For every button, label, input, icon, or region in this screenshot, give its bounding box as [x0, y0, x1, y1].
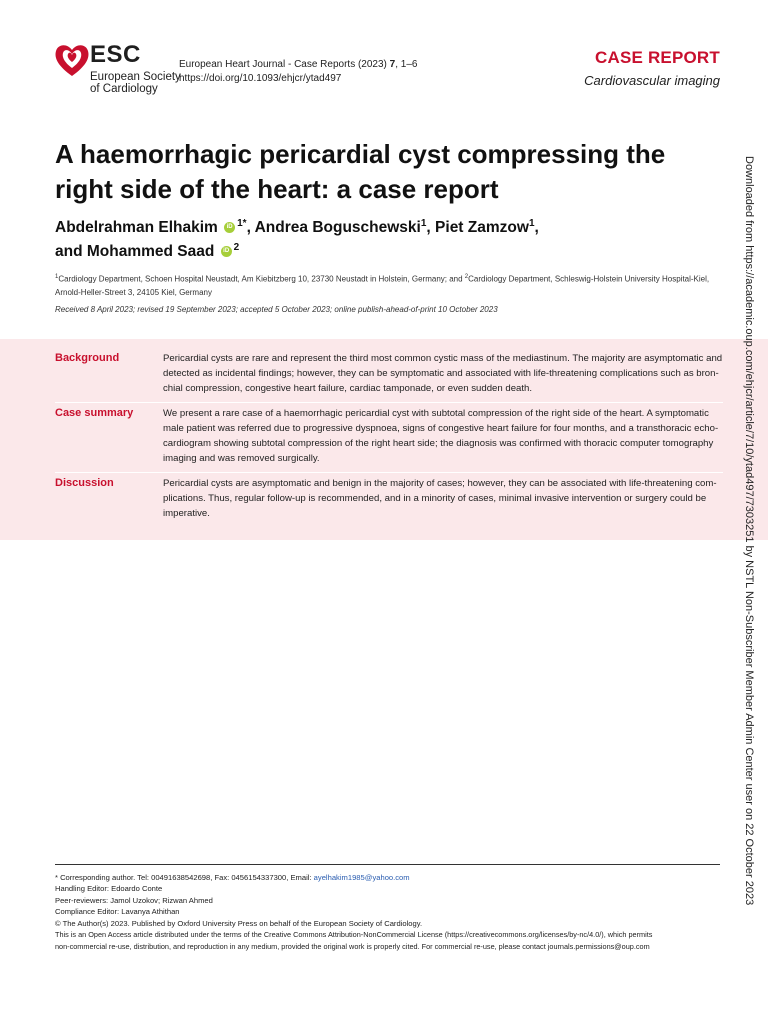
article-type-label: CASE REPORT	[595, 48, 720, 67]
compliance-editor: Compliance Editor: Lavanya Athithan	[55, 907, 180, 916]
article-subject: Cardiovascular imaging	[584, 73, 720, 88]
abstract-text-case-summary: We present a rare case of a haemorrhagic pericardial cyst with subtotal compression of the right side of the heart. A symptomatic male patient was referred due to progressive dyspnoea, signs of congestive heart failure for four months, and a transthoracic echo- cardiogram showing subtotal compression of the right heart side; the diagnosis was confirmed with thoracic computer tomography imaging and was removed surgically.	[163, 408, 719, 464]
journal-name: European Heart Journal - Case Reports (2023)	[179, 59, 390, 70]
author-name: and Mohammed Saad	[55, 243, 215, 260]
author-affiliation-mark: 1*	[237, 217, 247, 229]
footnote-divider	[55, 864, 720, 865]
journal-citation	[179, 58, 417, 72]
abstract-label-case-summary: Case summary	[55, 407, 134, 419]
abstract-text-discussion: Pericardial cysts are asymptomatic and benign in the majority of cases; however, they can be associated with life-threatening com- plications. Thus, regular follow-up is recommended, and in a minority of cases, minimal invasive intervention or surgery could be imperative.	[163, 478, 717, 519]
abstract-label-background: Background	[55, 352, 120, 364]
copyright-notice: © The Author(s) 2023. Published by Oxford University Press on behalf of the European Society of Cardiology.	[55, 919, 423, 928]
esc-logo-text: ESC	[90, 41, 141, 68]
license-line-1: This is an Open Access article distributed under the terms of the Creative Commons Attribution-NonCommercial License (https://creativecommons.org/licenses/by-nc/4.0/), which permits	[55, 930, 653, 939]
society-name-line1: European Society	[90, 71, 181, 83]
corresponding-author: * Corresponding author. Tel: 00491638542698, Fax: 0456154337300, Email: ayelhakim1985@yahoo.com	[55, 873, 410, 882]
journal-volume: 7	[389, 59, 396, 70]
author-email-link[interactable]: ayelhakim1985@yahoo.com	[313, 873, 410, 882]
abstract-text-background: Pericardial cysts are rare and represent the third most common cystic mass of the mediastinum. The majority are asymptomatic and detected as incidental findings; however, they can be symptomatic and associated with life-threatening complications such as bron- chial compression, congestive heart failure, cardiac tamponade, or even sudden death.	[163, 353, 723, 394]
esc-heart-logo-icon	[52, 40, 92, 80]
author-list: Abdelrahman Elhakim iD $^{1*}$, Andrea Boguschewski$^1$, Piet Zamzow$^1$, and Mohammed Saad iD $^2$	[55, 217, 539, 260]
handling-editor: Handling Editor: Edoardo Conte	[55, 884, 163, 893]
article-title: A haemorrhagic pericardial cyst compressing the right side of the heart: a case report	[55, 139, 666, 204]
abstract-divider	[55, 472, 723, 473]
journal-pages: , 1–6	[395, 59, 418, 70]
society-name-line2: of Cardiology	[90, 83, 158, 95]
orcid-icon[interactable]: iD	[224, 222, 235, 233]
affiliation-2: Cardiology Department, Schleswig-Holstein University Hospital-Kiel,	[468, 274, 710, 284]
orcid-icon[interactable]: iD	[221, 246, 232, 257]
affiliations: $^1$Cardiology Department, Schoen Hospital Neustadt, Am Kiebitzberg 10, 23730 Neustadt in Holstein, Germany; and $^2$Cardiology Department, Schleswig-Holstein University Hospital-Kiel, Arnold-Heller-Street 3, 24105 Kiel, Germany	[55, 274, 710, 297]
license-line-2: non-commercial re-use, distribution, and reproduction in any medium, provided the original work is properly cited. For commercial re-use, please contact journals.permissions@oup.com	[55, 942, 650, 951]
affiliation-2-continued: Arnold-Heller-Street 3, 24105 Kiel, Germany	[55, 287, 212, 297]
author-name: Andrea Boguschewski	[254, 219, 421, 236]
abstract-divider	[55, 402, 723, 403]
download-stamp: Downloaded from https://academic.oup.com/ehjcr/article/7/10/ytad497/7303251 by NSTL Non-Subscriber Member Admin Center user on 22 October 2023	[743, 156, 755, 906]
article-dates: Received 8 April 2023; revised 19 September 2023; accepted 5 October 2023; online publish-ahead-of-print 10 October 2023	[55, 305, 498, 314]
author-name: Abdelrahman Elhakim	[55, 219, 218, 236]
author-affiliation-mark: 1	[528, 217, 535, 229]
doi-link[interactable]: https://doi.org/10.1093/ehjcr/ytad497	[179, 73, 342, 84]
affiliation-1: Cardiology Department, Schoen Hospital Neustadt, Am Kiebitzberg 10, 23730 Neustadt in Holstein, Germany; and	[58, 274, 465, 284]
author-affiliation-mark: 2	[233, 241, 240, 253]
author-affiliation-mark: 1	[420, 217, 427, 229]
abstract-label-discussion: Discussion	[55, 477, 114, 489]
peer-reviewers: Peer-reviewers: Jamol Uzokov; Rizwan Ahmed	[55, 896, 213, 905]
author-name: Piet Zamzow	[435, 219, 529, 236]
